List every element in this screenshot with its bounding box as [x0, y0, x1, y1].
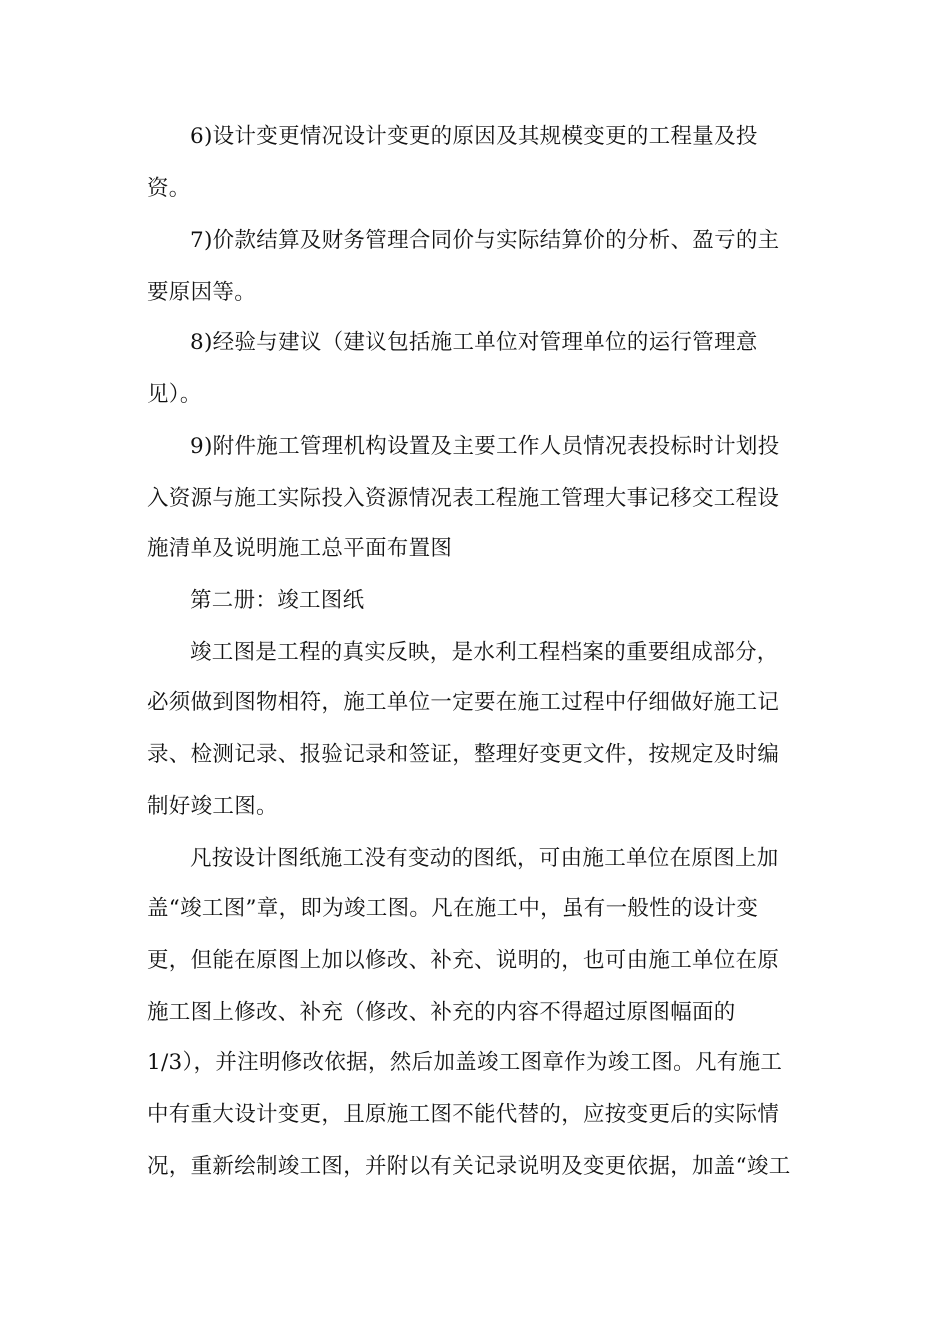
text-line-item-7: 7)价款结算及财务管理合同价与实际结算价的分析、盈亏的主	[190, 228, 780, 253]
text-line-item-7-cont: 要原因等。	[147, 280, 257, 305]
text-line-item-6: 6)设计变更情况设计变更的原因及其规模变更的工程量及投	[190, 124, 758, 149]
text-line-item-8-cont: 见）。	[147, 382, 202, 407]
text-line-para2-4: 施工图上修改、补充（修改、补充的内容不得超过原图幅面的	[147, 1000, 736, 1025]
text-line-item-9-cont-2: 施清单及说明施工总平面布置图	[147, 536, 453, 561]
text-line-item-9: 9)附件施工管理机构设置及主要工作人员情况表投标时计划投	[190, 434, 780, 459]
text-line-para2-5: 1/3），并注明修改依据，然后加盖竣工图章作为竣工图。凡有施工	[147, 1050, 783, 1075]
text-line-para2-2: 盖“竣工图”章，即为竣工图。凡在施工中，虽有一般性的设计变	[147, 896, 759, 921]
text-line-para1-4: 制好竣工图。	[147, 794, 278, 819]
text-line-para1-1: 竣工图是工程的真实反映，是水利工程档案的重要组成部分，	[190, 640, 779, 665]
section-heading: 第二册：竣工图纸	[190, 588, 365, 613]
text-line-item-9-cont-1: 入资源与施工实际投入资源情况表工程施工管理大事记移交工程设	[147, 486, 780, 511]
text-line-para2-6: 中有重大设计变更，且原施工图不能代替的，应按变更后的实际情	[147, 1102, 780, 1127]
text-line-para2-1: 凡按设计图纸施工没有变动的图纸，可由施工单位在原图上加	[190, 846, 779, 871]
text-line-para2-7: 况，重新绘制竣工图，并附以有关记录说明及变更依据，加盖“竣工	[147, 1154, 791, 1179]
text-line-para1-2: 必须做到图物相符，施工单位一定要在施工过程中仔细做好施工记	[147, 690, 780, 715]
text-line-para1-3: 录、检测记录、报验记录和签证，整理好变更文件，按规定及时编	[147, 742, 780, 767]
text-line-para2-3: 更，但能在原图上加以修改、补充、说明的，也可由施工单位在原	[147, 948, 780, 973]
text-line-item-6-cont: 资。	[147, 176, 191, 201]
text-line-item-8: 8)经验与建议（建议包括施工单位对管理单位的运行管理意	[190, 330, 758, 355]
